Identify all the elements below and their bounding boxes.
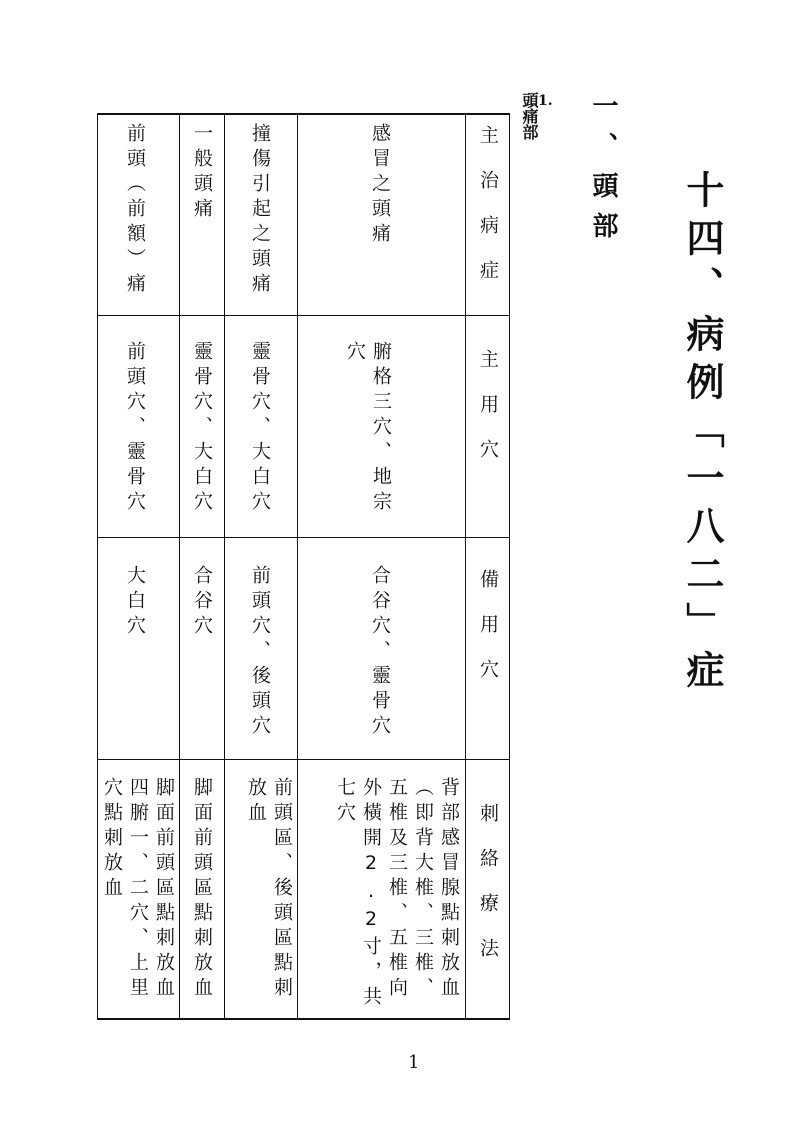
row1-aux-points: 合谷穴、靈骨穴 [369, 565, 391, 740]
row3-diagnosis: 一般頭痛 [191, 123, 213, 223]
header-aux-points: 備用穴 [477, 569, 499, 704]
header-method: 刺絡療法 [477, 803, 499, 983]
row4-method: 脚面前頭區點刺放血四腑一、二穴、上里穴點刺放血 [101, 777, 175, 1002]
row3-aux-points: 合谷穴 [191, 565, 213, 640]
row3-method: 脚面前頭區點刺放血 [191, 777, 213, 1002]
row4-main-points: 前頭穴、靈骨穴 [124, 341, 146, 516]
row3-main-points: 靈骨穴、大白穴 [191, 341, 213, 516]
subsection-label: 頭痛部 [520, 92, 539, 140]
subsection-heading [520, 92, 553, 140]
row2-diagnosis: 撞傷引起之頭痛 [249, 123, 271, 298]
acupuncture-table [97, 113, 510, 1019]
row2-aux-points: 前頭穴、後頭穴 [249, 565, 271, 740]
header-diagnosis: 主治病症 [477, 125, 499, 305]
row1-diagnosis: 感冒之頭痛 [369, 123, 391, 248]
row2-method: 前頭區、後頭區點刺放血 [245, 777, 293, 1002]
row1-method: 背部感冒腺點刺放血（即背大椎、三椎、五椎及三椎、五椎向外橫開2.2寸，共七穴 [334, 777, 460, 1011]
page-number: 1 [408, 1052, 420, 1073]
page-title: 十四、病例「一八二」症 [680, 170, 725, 698]
row1-main-points: 腑格三穴、地宗穴 [344, 341, 392, 516]
section-heading: 一、頭部 [588, 92, 618, 252]
row2-main-points: 靈骨穴、大白穴 [249, 341, 271, 516]
row4-diagnosis: 前頭（前額）痛 [124, 123, 146, 298]
row4-aux-points: 大白穴 [124, 565, 146, 640]
subsection-number: 1. [538, 93, 553, 109]
header-main-points: 主用穴 [477, 349, 499, 484]
